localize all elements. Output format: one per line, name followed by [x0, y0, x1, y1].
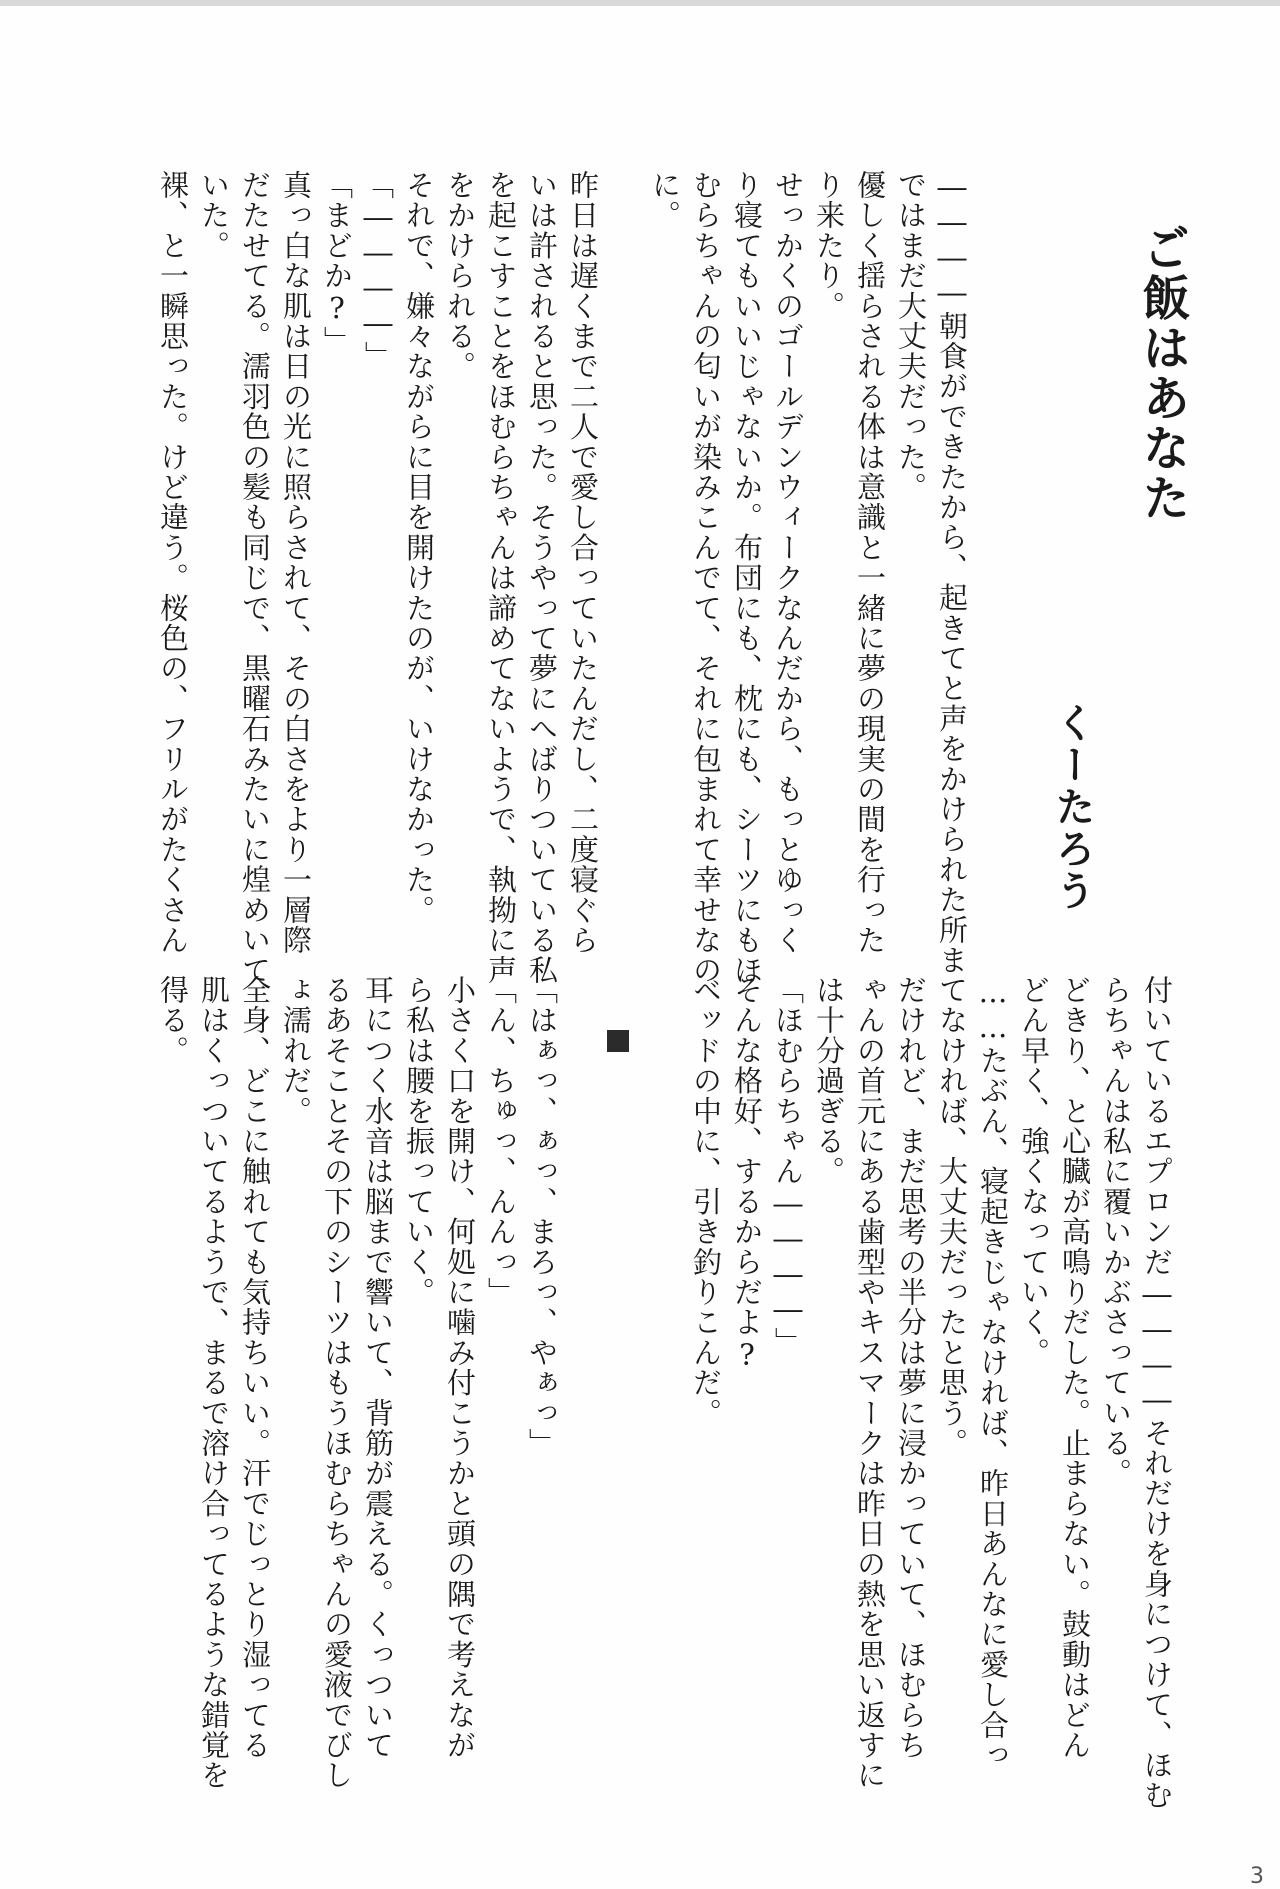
body-line: 全身、どこに触れても気持ちいい。汗でじっとり湿ってる [238, 975, 272, 1761]
body-line: どん早く、強くなっていく。 [1017, 975, 1051, 1368]
body-line: どきり、と心臓が高鳴りだした。止まらない。鼓動はどん [1058, 975, 1092, 1761]
body-line: 「はぁっ、ぁっ、まろっ、やぁっ」 [525, 975, 559, 1459]
body-line: ベッドの中に、引き釣りこんだ。 [689, 975, 723, 1428]
body-line: 「まどか?」 [320, 170, 354, 357]
body-line: をかけられる。 [443, 170, 477, 382]
body-line: 裸、と一瞬思った。けど違う。桜色の、フリルがたくさん [156, 170, 190, 956]
body-line: 優しく揺らされる体は意識と一緒に夢の現実の間を行った [853, 170, 887, 956]
story-title: ご飯はあなた [1134, 223, 1190, 523]
body-line: それで、嫌々ながらに目を開けたのが、いけなかった。 [402, 170, 436, 925]
body-line: を起こすことをほむらちゃんは諦めてないようで、執拗に声 [484, 170, 518, 986]
body-line: むらちゃんの匂いが染みこんでて、それに包まれて幸せなの [689, 170, 723, 986]
body-line: てなければ、大丈夫だったと思う。 [935, 975, 969, 1459]
body-line: 「ほむらちゃん――――」 [771, 975, 805, 1358]
body-line: ――――朝食ができたから、起きてと声をかけられた所ま [935, 170, 969, 976]
body-line: り寝てもいいじゃないか。布団にも、枕にも、シーツにもほ [730, 170, 764, 986]
body-line: に。 [648, 170, 682, 231]
body-line: 「ん、ちゅっ、んんっ」 [484, 975, 518, 1308]
body-line: いた。 [197, 170, 231, 261]
body-line: り来たり。 [812, 170, 846, 321]
body-line: ょ濡れだ。 [279, 975, 313, 1126]
body-line: 肌はくっついてるようで、まるで溶け合ってるような錯覚を [197, 975, 231, 1791]
body-line: 真っ白な肌は日の光に照らされて、その白さをより一層際 [279, 170, 313, 956]
body-line: 得る。 [156, 975, 190, 1066]
body-line: 耳につく水音は脳まで響いて、背筋が震える。くっついて [361, 975, 395, 1761]
scan-edge [0, 0, 1280, 6]
body-line: らちゃんは私に覆いかぶさっている。 [1099, 975, 1133, 1489]
body-line: いは許されると思った。そうやって夢にへばりついている私 [525, 170, 559, 986]
body-line: ら私は腰を振っていく。 [402, 975, 436, 1308]
body-line: ゃんの首元にある歯型やキスマークは昨日の熱を思い返すに [853, 975, 887, 1791]
page-number: 3 [1250, 1864, 1264, 1889]
body-line: 小さく口を開け、何処に噛み付こうかと頭の隅で考えなが [443, 975, 477, 1761]
section-break-mark [607, 1030, 629, 1052]
author-name: くーたろう [1049, 702, 1095, 912]
body-line: だけれど、まだ思考の半分は夢に浸かっていて、ほむらち [894, 975, 928, 1761]
body-line: そんな格好、するからだよ? [730, 975, 764, 1373]
body-line: 昨日は遅くまで二人で愛し合っていたんだし、二度寝ぐら [566, 170, 600, 956]
body-line: るあそことその下のシーツはもうほむらちゃんの愛液でびし [320, 975, 354, 1791]
body-line: だたせてる。濡羽色の髪も同じで、黒曜石みたいに煌めいて [238, 170, 272, 986]
body-line: せっかくのゴールデンウィークなんだから、もっとゆっく [771, 170, 805, 956]
body-line: は十分過ぎる。 [812, 975, 846, 1187]
body-line: 付いているエプロンだ――――それだけを身につけて、ほむ [1140, 975, 1174, 1811]
body-line: ではまだ大丈夫だった。 [894, 170, 928, 503]
body-line: 「――――」 [361, 170, 395, 372]
body-line: ……たぶん、寝起きじゃなければ、昨日あんなに愛し合っ [976, 975, 1010, 1771]
